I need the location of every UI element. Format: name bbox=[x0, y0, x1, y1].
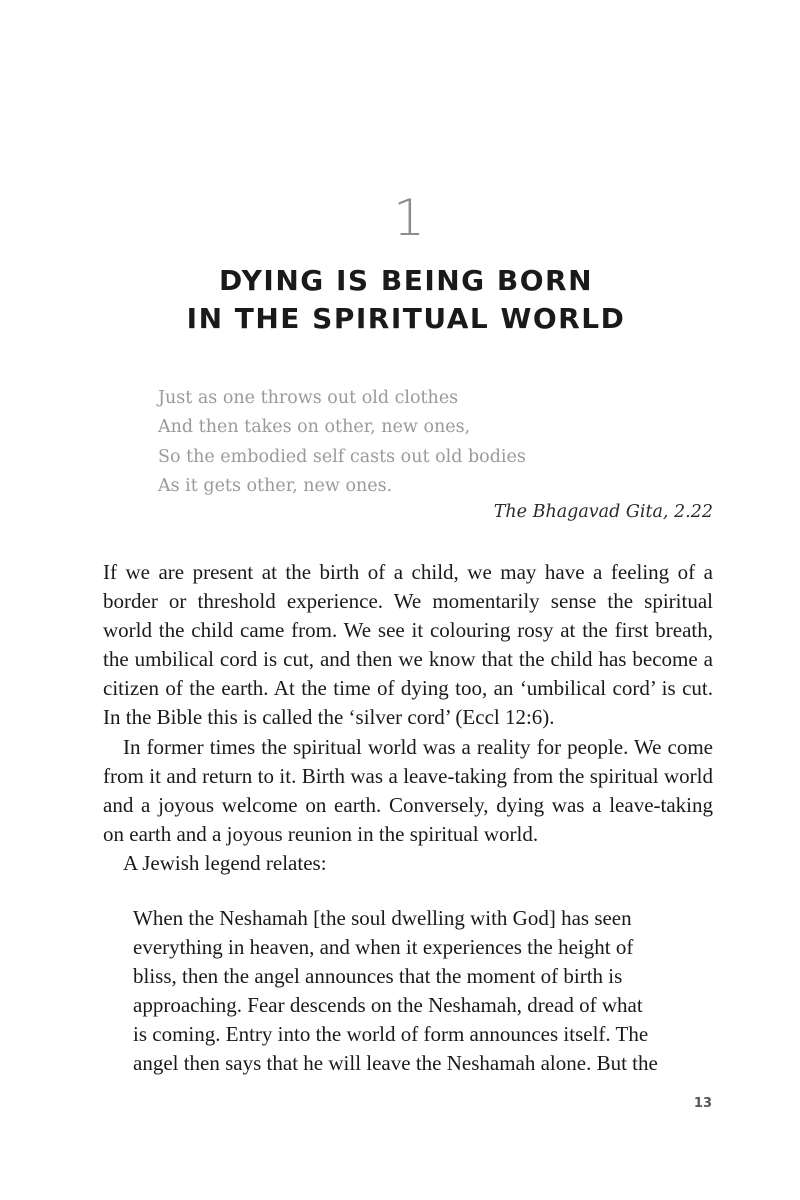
block-quote-line: bliss, then the angel announces that the moment of birth is bbox=[133, 964, 623, 989]
epigraph-line: And then takes on other, new ones, bbox=[158, 417, 471, 438]
block-quote-line: everything in heaven, and when it experiences the height of bbox=[133, 935, 634, 960]
block-quote bbox=[133, 904, 693, 1079]
page-number: 13 bbox=[693, 1096, 712, 1111]
block-quote-line: is coming. Entry into the world of form announces itself. The bbox=[133, 1022, 649, 1047]
chapter-number: 1 bbox=[393, 189, 425, 247]
block-quote-line: approaching. Fear descends on the Neshamah, dread of what bbox=[133, 993, 643, 1018]
chapter-title-line: IN THE SPIRITUAL WORLD bbox=[186, 302, 626, 335]
epigraph-source: The Bhagavad Gita, 2.22 bbox=[493, 502, 713, 522]
chapter-title-line: DYING IS BEING BORN bbox=[218, 264, 594, 297]
block-quote-line: angel then says that he will leave the Neshamah alone. But the bbox=[133, 1051, 658, 1076]
epigraph-line: Just as one throws out old clothes bbox=[158, 388, 459, 408]
body-paragraph: If we are present at the birth of a child, we may have a feeling of a border or threshold experience. We momentarily sense the spiritual world the child came from. We see it colouring rosy at the first breath, the umbilical cord is cut, and then we know that the child has become a citizen of the earth. At the time of dying too, an ‘umbilical cord’ is cut. In the Bible this is called the ‘silver cord’ (Eccl 12:6). bbox=[103, 560, 713, 730]
body-paragraph: A Jewish legend relates: bbox=[123, 850, 327, 875]
body-text bbox=[103, 558, 713, 878]
body-paragraph: In former times the spiritual world was a reality for people. We come from it and return to it. Birth was a leave-taking from the spiritual world and a joyous welcome on earth. Conversely, dying was a leave-taking on earth and a joyous reunion in the spiritual world. bbox=[103, 734, 713, 846]
epigraph bbox=[158, 384, 526, 501]
epigraph-line: As it gets other, new ones. bbox=[158, 475, 393, 496]
block-quote-line: When the Neshamah [the soul dwelling with God] has seen bbox=[133, 906, 632, 930]
epigraph-line: So the embodied self casts out old bodies bbox=[158, 446, 526, 467]
chapter-title bbox=[0, 262, 800, 338]
